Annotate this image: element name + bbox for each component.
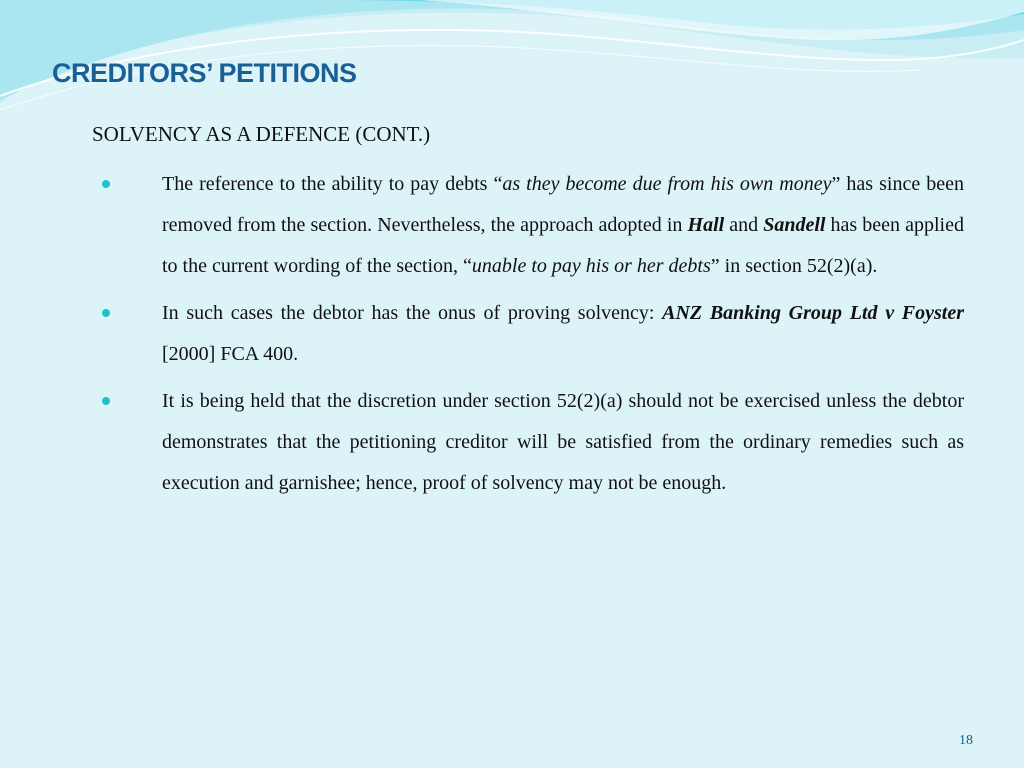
bullet-list	[100, 164, 964, 510]
bullet-text	[162, 293, 964, 375]
slide-title: CREDITORS’ PETITIONS	[52, 58, 357, 88]
case-name-text: Sandell	[763, 214, 826, 236]
slide-subtitle: SOLVENCY AS A DEFENCE (CONT.)	[92, 122, 431, 146]
body-text: [2000] FCA 400.	[162, 343, 299, 365]
body-text: It is being held that the discretion under section 52(2)(a) should not be exercised unless the debtor demonstrates that the petitioning creditor will be satisfied from the ordinary remedies such as execution and garnishee; hence, proof of solvency may not be enough.	[162, 390, 964, 494]
bullet-icon	[102, 397, 110, 405]
quoted-text: as they become due from his own money	[502, 173, 832, 195]
body-text: has been applied to the current wording of the section, “	[162, 214, 964, 277]
body-text: and	[724, 214, 764, 236]
bullet-item-2	[100, 293, 964, 375]
bullet-item-1	[100, 164, 964, 287]
bullet-item-3	[100, 381, 964, 504]
body-text: ” in section 52(2)(a).	[710, 255, 878, 277]
case-name-text: Hall	[687, 214, 725, 236]
body-text: In such cases the debtor has the onus of proving solvency:	[162, 302, 663, 324]
case-name-text: ANZ Banking Group Ltd v Foyster	[662, 302, 964, 324]
page-number: 18	[959, 733, 973, 748]
body-text: ” has since been removed from the section. Nevertheless, the approach adopted in	[162, 173, 964, 236]
bullet-text	[162, 164, 964, 287]
body-text: The reference to the ability to pay debts “	[162, 173, 503, 195]
quoted-text: unable to pay his or her debts	[471, 255, 711, 277]
bullet-icon	[102, 309, 110, 317]
bullet-icon	[102, 180, 110, 188]
bullet-text	[162, 381, 964, 504]
